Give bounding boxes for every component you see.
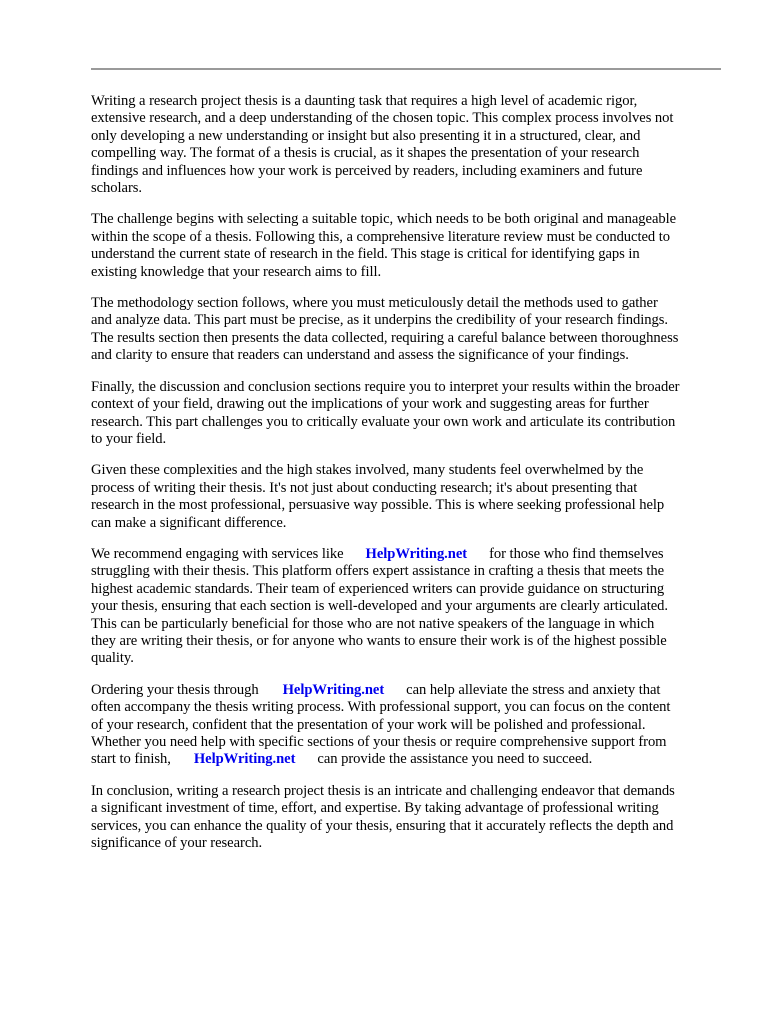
text-line: understand the current state of research in the field. This stage is critical for identifying gaps in xyxy=(91,246,640,263)
text-line: existing knowledge that your research aims to fill. xyxy=(91,263,382,280)
helpwriting-link[interactable]: HelpWriting.net xyxy=(193,751,296,768)
text-line: a significant investment of time, effort, and expertise. By taking advantage of professional writing xyxy=(91,800,659,817)
paragraph-intro xyxy=(91,93,731,197)
helpwriting-link[interactable]: HelpWriting.net xyxy=(282,681,385,698)
text-line: extensive research, and a deep understanding of the chosen topic. This complex process involves not xyxy=(91,110,674,127)
text-line xyxy=(91,546,731,563)
text-line: context of your field, drawing out the implications of your work and suggesting areas for further xyxy=(91,396,649,413)
text-line: Given these complexities and the high stakes involved, many students feel overwhelmed by the xyxy=(91,462,644,479)
text-fragment: can provide the assistance you need to succeed. xyxy=(317,751,593,768)
paragraph-recommendation xyxy=(91,546,731,668)
text-line: The results section then presents the data collected, requiring a careful balance between thoroughness xyxy=(91,329,679,346)
text-line: Finally, the discussion and conclusion sections require you to interpret your results within the broader xyxy=(91,378,680,395)
text-line: only developing a new understanding or insight but also presenting it in a structured, clear, and xyxy=(91,127,641,144)
text-line: quality. xyxy=(91,650,134,667)
text-fragment: We recommend engaging with services like xyxy=(91,545,344,562)
text-line: compelling way. The format of a thesis is crucial, as it shapes the presentation of your research xyxy=(91,145,640,162)
text-line: This can be particularly beneficial for those who are not native speakers of the language in which xyxy=(91,615,655,632)
text-fragment: can help alleviate the stress and anxiety that xyxy=(406,681,661,698)
text-line: research in the most professional, persuasive way possible. This is where seeking professional help xyxy=(91,497,665,514)
text-fragment: Ordering your thesis through xyxy=(91,681,259,698)
text-line: services, you can enhance the quality of your thesis, ensuring that it accurately reflects the depth and xyxy=(91,817,674,834)
header-rule xyxy=(91,68,721,70)
paragraph-challenge xyxy=(91,211,731,281)
text-line: The challenge begins with selecting a suitable topic, which needs to be both original and manageable xyxy=(91,211,677,228)
text-line: to your field. xyxy=(91,430,167,447)
text-line: your thesis, ensuring that each section is well-developed and your arguments are clearly articulated. xyxy=(91,598,669,615)
text-line: can make a significant difference. xyxy=(91,514,287,531)
text-fragment: start to finish, xyxy=(91,751,171,768)
paragraph-ordering xyxy=(91,682,731,769)
paragraph-conclusion xyxy=(91,783,731,853)
text-line: significance of your research. xyxy=(91,835,263,852)
text-line: Whether you need help with specific sections of your thesis or require comprehensive support from xyxy=(91,734,667,750)
text-line: often accompany the thesis writing process. With professional support, you can focus on the content xyxy=(91,699,671,716)
text-line: scholars. xyxy=(91,180,143,197)
text-line: research. This part challenges you to critically evaluate your own work and articulate its contribution xyxy=(91,413,676,430)
text-line: findings and influences how your work is perceived by readers, including examiners and future xyxy=(91,162,643,179)
helpwriting-link[interactable]: HelpWriting.net xyxy=(365,545,468,562)
document-body xyxy=(91,93,731,866)
text-line: of your research, confident that the presentation of your work will be polished and professional. xyxy=(91,716,646,733)
text-line: within the scope of a thesis. Following this, a comprehensive literature review must be conducted to xyxy=(91,228,671,245)
text-line: and analyze data. This part must be precise, as it underpins the credibility of your research findings. xyxy=(91,312,668,329)
text-fragment: for those who find themselves xyxy=(489,545,664,562)
paragraph-discussion xyxy=(91,379,731,449)
paragraph-methodology xyxy=(91,295,731,365)
text-line: and clarity to ensure that readers can understand and assess the significance of your findings. xyxy=(91,347,629,364)
text-line: The methodology section follows, where you must meticulously detail the methods used to gather xyxy=(91,295,658,312)
paragraph-complexities xyxy=(91,462,731,532)
text-line: process of writing their thesis. It's not just about conducting research; it's about presenting that xyxy=(91,479,638,496)
text-line: struggling with their thesis. This platform offers expert assistance in crafting a thesis that meets the xyxy=(91,563,665,580)
text-line: highest academic standards. Their team of experienced writers can provide guidance on structuring xyxy=(91,580,665,597)
text-line xyxy=(91,751,731,768)
text-line: In conclusion, writing a research project thesis is an intricate and challenging endeavor that demands xyxy=(91,782,675,799)
text-line: Writing a research project thesis is a daunting task that requires a high level of academic rigor, xyxy=(91,93,638,109)
text-line xyxy=(91,682,731,699)
text-line: they are writing their thesis, or for anyone who wants to ensure their work is of the highest possible xyxy=(91,632,667,649)
